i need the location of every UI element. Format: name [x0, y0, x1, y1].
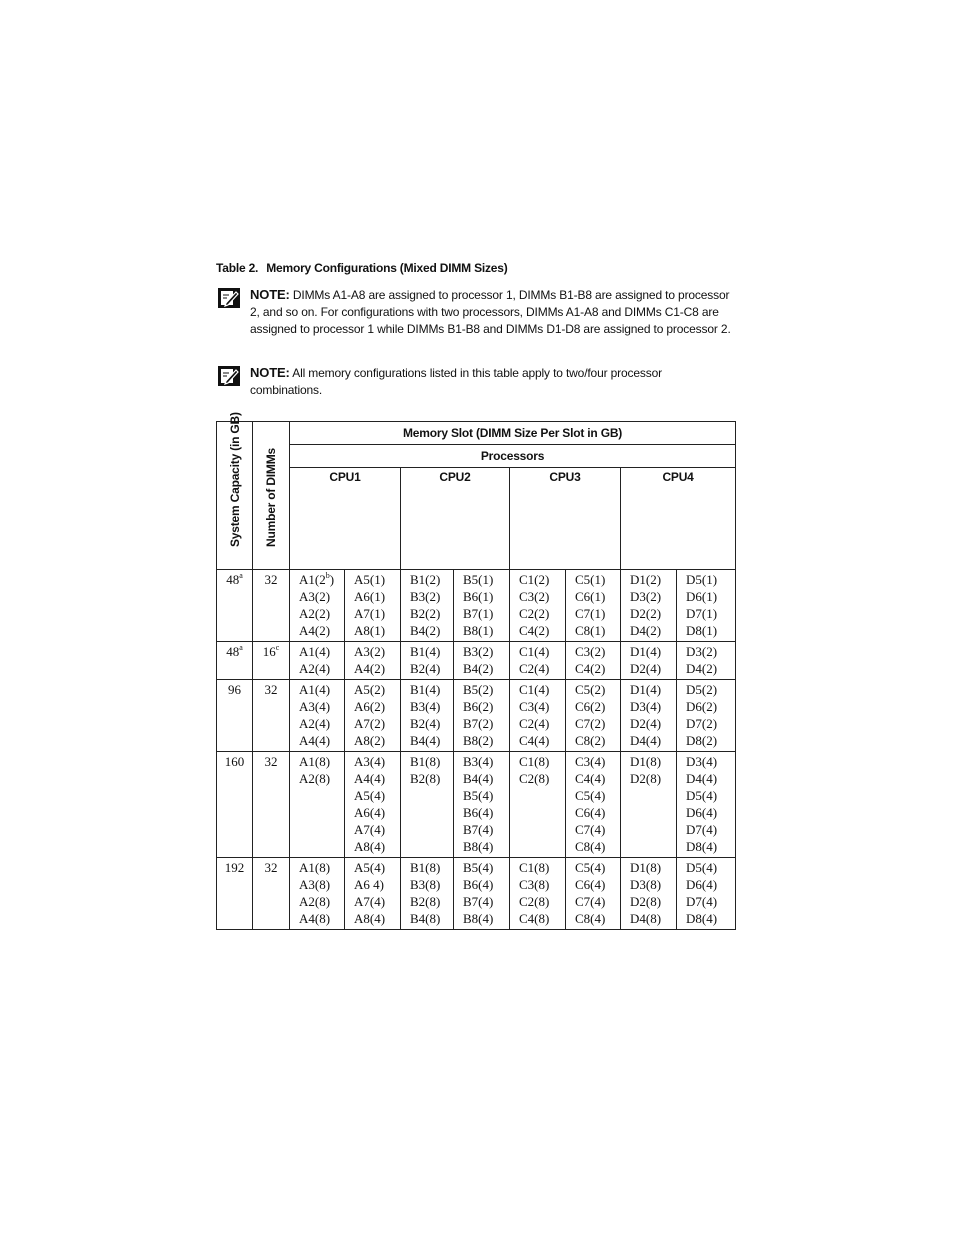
cell-memory-slots — [345, 570, 401, 642]
dimm-slot-entry: C1(8) — [519, 754, 550, 769]
dimm-slot-entry: A5(1) — [354, 572, 386, 587]
dimm-slot-entry: A3(4) — [299, 699, 331, 714]
cell-memory-slots — [290, 680, 345, 752]
dimm-slot-entry: A7(4) — [354, 894, 386, 909]
dimm-slot-entry: C2(8) — [519, 771, 550, 786]
table-row — [217, 570, 736, 642]
dimm-slot-entry: A8(4) — [354, 839, 386, 854]
dimm-slot-entry: D7(1) — [686, 606, 718, 621]
dimm-slot-entry: C2(8) — [519, 894, 550, 909]
dimm-slot-entry: A7(1) — [354, 606, 386, 621]
cell-memory-slots — [566, 570, 621, 642]
note-pencil-icon — [218, 288, 240, 308]
cell-memory-slots — [454, 680, 510, 752]
dimm-slot-entry: C5(2) — [575, 682, 606, 697]
dimm-slot-entry: D2(8) — [630, 894, 662, 909]
dimm-slot-entry: C1(2) — [519, 572, 550, 587]
dimm-slot-entry: B3(2) — [463, 644, 494, 659]
dimm-slot-entry: A3(4) — [354, 754, 386, 769]
dimm-slot-entry: C7(2) — [575, 716, 606, 731]
dimm-slot-entry: C3(4) — [519, 699, 550, 714]
dimm-slot-entry: A2(2) — [299, 606, 331, 621]
dimm-slot-entry: B8(4) — [463, 839, 494, 854]
cell-system-capacity — [217, 570, 253, 642]
dimm-slot-entry: C4(2) — [575, 661, 606, 676]
dimm-slot-entry: A6(4) — [354, 805, 386, 820]
cell-memory-slots — [401, 680, 454, 752]
dimm-slot-entry: B8(1) — [463, 623, 494, 638]
dimm-slot-entry: A1(8) — [299, 754, 331, 769]
memory-config-table — [216, 412, 736, 930]
dimms-value: 16 — [262, 644, 276, 659]
dimm-slot-entry: A4(4) — [354, 771, 386, 786]
cell-memory-slots — [621, 680, 677, 752]
note-body: DIMMs A1-A8 are assigned to processor 1, DIMMs B1-B8 are assigned to processor 2, and so on. For configurations with two processors, DIMMs A1-A8 and DIMMs C1-C8 are assigned to processor 1 while DIMMs B1-B8 and DIMMs D1-D8 are assigned to processor 2. — [250, 288, 731, 336]
dimm-slot-entry: D2(2) — [630, 606, 662, 621]
dimm-slot-entry: B2(8) — [410, 771, 441, 786]
dimm-slot-entry: A3(8) — [299, 877, 331, 892]
dimm-slot-entry: C6(2) — [575, 699, 606, 714]
dimms-value: 32 — [264, 754, 278, 769]
dimm-slot-entry: A6(2) — [354, 699, 386, 714]
dimm-slot-entry: C3(2) — [519, 589, 550, 604]
dimm-slot-entry: B2(4) — [410, 661, 441, 676]
dimm-slot-entry: D7(4) — [686, 822, 718, 837]
dimm-slot-entry: A2(8) — [299, 771, 331, 786]
dimm-slot-entry: C8(4) — [575, 839, 606, 854]
table-caption — [216, 261, 508, 275]
dimm-slot-entry: B5(4) — [463, 860, 494, 875]
header-cpu1: CPU1 — [290, 468, 401, 570]
dimm-slot-entry: A4(8) — [299, 911, 331, 926]
note-label: NOTE: — [250, 365, 290, 380]
dimm-slot-entry: B1(4) — [410, 682, 441, 697]
dimm-slot-entry: B2(2) — [410, 606, 441, 621]
dimm-slot-entry: A4(2) — [354, 661, 386, 676]
dimm-slot-entry: D3(8) — [630, 877, 662, 892]
dimm-slot-entry: B4(4) — [463, 771, 494, 786]
dimm-slot-entry: B6(2) — [463, 699, 494, 714]
dimm-slot-entry: B6(1) — [463, 589, 494, 604]
dimm-slot-entry: D3(4) — [686, 754, 718, 769]
dimm-slot-entry: C4(8) — [519, 911, 550, 926]
capacity-value: 48 — [226, 572, 240, 587]
cell-memory-slots — [454, 570, 510, 642]
dimm-slot-entry: A1(8) — [299, 860, 331, 875]
cell-system-capacity — [217, 858, 253, 930]
cell-memory-slots — [677, 642, 736, 680]
footnote-marker: a — [239, 643, 243, 652]
dimm-slot-entry: B4(4) — [410, 733, 441, 748]
dimm-slot-entry: D6(2) — [686, 699, 718, 714]
cell-memory-slots — [510, 858, 566, 930]
cell-memory-slots — [345, 858, 401, 930]
dimm-slot-entry: D8(4) — [686, 839, 718, 854]
dimm-slot-entry: A5(4) — [354, 788, 386, 803]
dimm-slot-entry: B1(8) — [410, 754, 441, 769]
dimm-slot-entry: C1(4) — [519, 682, 550, 697]
dimm-slot-entry: C7(4) — [575, 894, 606, 909]
header-memory-slot: Memory Slot (DIMM Size Per Slot in GB) — [290, 422, 736, 445]
dimm-slot-entry: C2(4) — [519, 716, 550, 731]
dimm-slot-entry: B1(2) — [410, 572, 441, 587]
capacity-value: 96 — [228, 682, 241, 697]
dimm-slot-entry: B2(4) — [410, 716, 441, 731]
dimm-slot-entry: D4(8) — [630, 911, 662, 926]
cell-memory-slots — [345, 680, 401, 752]
dimm-slot-entry: D6(4) — [686, 805, 718, 820]
dimm-slot-entry: C3(4) — [575, 754, 606, 769]
dimm-slot-entry: A5(4) — [354, 860, 386, 875]
dimm-slot-entry: D5(2) — [686, 682, 718, 697]
dimm-slot-entry: D5(4) — [686, 860, 718, 875]
cell-system-capacity — [217, 680, 253, 752]
dimm-slot-entry: C1(4) — [519, 644, 550, 659]
dimm-slot-entry: D5(4) — [686, 788, 718, 803]
dimm-slot-entry: B4(8) — [410, 911, 441, 926]
dimms-value: 32 — [264, 682, 278, 697]
header-cpu4: CPU4 — [621, 468, 736, 570]
dimm-slot-entry: B4(2) — [463, 661, 494, 676]
cell-memory-slots — [401, 752, 454, 858]
dimm-slot-entry: B1(4) — [410, 644, 441, 659]
dimm-slot-entry: D8(4) — [686, 911, 718, 926]
dimm-slot-entry: C2(4) — [519, 661, 550, 676]
dimm-slot-entry: B5(4) — [463, 788, 494, 803]
dimm-slot-entry: A3(2) — [299, 589, 331, 604]
header-number-of-dimms: Number of DIMMs — [253, 422, 290, 570]
dimm-slot-entry: B7(1) — [463, 606, 494, 621]
dimm-slot-entry: A3(2) — [354, 644, 386, 659]
dimm-slot-entry: C8(2) — [575, 733, 606, 748]
dimm-slot-entry: A1(4) — [299, 644, 331, 659]
dimm-slot-entry: B5(1) — [463, 572, 494, 587]
dimm-slot-entry: B2(8) — [410, 894, 441, 909]
cell-memory-slots — [677, 570, 736, 642]
dimm-slot-entry: A7(2) — [354, 716, 386, 731]
dimm-slot-entry: A5(2) — [354, 682, 386, 697]
dimm-slot-entry: C8(4) — [575, 911, 606, 926]
dimm-slot-entry: B3(4) — [410, 699, 441, 714]
note-pencil-icon — [218, 366, 240, 386]
cell-memory-slots — [345, 642, 401, 680]
dimm-slot-entry: B3(2) — [410, 589, 441, 604]
cell-number-of-dimms — [253, 680, 290, 752]
dimm-slot-entry: C4(2) — [519, 623, 550, 638]
table-row — [217, 752, 736, 858]
cell-memory-slots — [401, 642, 454, 680]
cell-memory-slots — [290, 642, 345, 680]
cell-memory-slots — [454, 642, 510, 680]
header-system-capacity: System Capacity (in GB) — [217, 422, 253, 570]
dimm-slot-entry: B7(2) — [463, 716, 494, 731]
cell-number-of-dimms — [253, 752, 290, 858]
cell-memory-slots — [566, 642, 621, 680]
dimm-slot-entry: A2(4) — [299, 716, 331, 731]
cell-memory-slots — [290, 570, 345, 642]
cell-number-of-dimms — [253, 642, 290, 680]
dimm-slot-entry: D7(4) — [686, 894, 718, 909]
cell-memory-slots — [345, 752, 401, 858]
dimm-slot-entry: D3(4) — [630, 699, 662, 714]
cell-memory-slots — [621, 858, 677, 930]
dimm-slot-entry: D1(4) — [630, 682, 662, 697]
cell-memory-slots — [290, 752, 345, 858]
dimm-slot-entry: D1(8) — [630, 754, 662, 769]
dimm-slot-entry: C5(4) — [575, 788, 606, 803]
dimm-slot-entry: D6(4) — [686, 877, 718, 892]
dimm-slot-entry: C4(4) — [519, 733, 550, 748]
dimm-slot-entry: B5(2) — [463, 682, 494, 697]
header-cpu3: CPU3 — [510, 468, 621, 570]
dimms-value: 32 — [264, 860, 278, 875]
cell-number-of-dimms — [253, 858, 290, 930]
dimm-slot-entry: B6(4) — [463, 805, 494, 820]
dimm-slot-entry: D4(4) — [686, 771, 718, 786]
dimm-slot-entry: D4(4) — [630, 733, 662, 748]
dimm-slot-entry: D2(4) — [630, 716, 662, 731]
dimm-slot-entry: A7(4) — [354, 822, 386, 837]
footnote-marker: c — [275, 643, 280, 652]
dimm-slot-entry: B8(2) — [463, 733, 494, 748]
dimm-slot-entry: C2(2) — [519, 606, 550, 621]
dimm-slot-entry: C7(4) — [575, 822, 606, 837]
cell-number-of-dimms — [253, 570, 290, 642]
dimm-slot-entry: B7(4) — [463, 822, 494, 837]
table-caption-title: Memory Configurations (Mixed DIMM Sizes) — [266, 261, 508, 275]
dimm-slot-entry: B3(4) — [463, 754, 494, 769]
dimm-slot-entry: A8(4) — [354, 911, 386, 926]
table-row — [217, 680, 736, 752]
dimm-slot-entry: B8(4) — [463, 911, 494, 926]
dimm-slot-entry: C3(2) — [575, 644, 606, 659]
cell-system-capacity — [217, 752, 253, 858]
dimm-slot-entry: D2(8) — [630, 771, 662, 786]
dimm-slot-entry: C4(4) — [575, 771, 606, 786]
dimm-slot-entry: A1(4) — [299, 682, 331, 697]
cell-memory-slots — [454, 752, 510, 858]
dimm-slot-entry: A6 4) — [354, 877, 384, 892]
note-text — [250, 364, 736, 399]
cell-memory-slots — [621, 570, 677, 642]
dimm-slot-entry: C8(1) — [575, 623, 606, 638]
cell-memory-slots — [566, 752, 621, 858]
dimm-slot-entry: A8(1) — [354, 623, 386, 638]
header-processors: Processors — [290, 445, 736, 468]
table-caption-label: Table 2. — [216, 261, 259, 275]
cell-memory-slots — [677, 858, 736, 930]
dimm-slot-entry: C1(8) — [519, 860, 550, 875]
dimm-slot-entry: D2(4) — [630, 661, 662, 676]
dimm-slot-entry: C6(1) — [575, 589, 606, 604]
dimms-value: 32 — [264, 572, 278, 587]
dimm-slot-entry: B1(8) — [410, 860, 441, 875]
cell-memory-slots — [290, 858, 345, 930]
dimm-slot-entry: C5(4) — [575, 860, 606, 875]
cell-memory-slots — [401, 570, 454, 642]
capacity-value: 192 — [224, 860, 245, 875]
table-row — [217, 858, 736, 930]
dimm-slot-entry: C6(4) — [575, 877, 606, 892]
dimm-slot-entry: D3(2) — [630, 589, 662, 604]
cell-memory-slots — [454, 858, 510, 930]
cell-memory-slots — [621, 752, 677, 858]
note-text — [250, 286, 736, 338]
dimm-slot-entry: D7(2) — [686, 716, 718, 731]
cell-memory-slots — [566, 858, 621, 930]
dimm-slot-entry: A1(2$^b$) — [299, 571, 335, 587]
dimm-slot-entry: B4(2) — [410, 623, 441, 638]
note-body: All memory configurations listed in this table apply to two/four processor combinations. — [250, 366, 662, 397]
dimm-slot-entry: D1(4) — [630, 644, 662, 659]
cell-system-capacity — [217, 642, 253, 680]
cell-memory-slots — [510, 570, 566, 642]
dimm-slot-entry: D8(1) — [686, 623, 718, 638]
dimm-slot-entry: C3(8) — [519, 877, 550, 892]
cell-memory-slots — [401, 858, 454, 930]
cell-memory-slots — [677, 680, 736, 752]
dimm-slot-entry: C7(1) — [575, 606, 606, 621]
cell-memory-slots — [621, 642, 677, 680]
dimm-slot-entry: D8(2) — [686, 733, 718, 748]
dimm-slot-entry: C5(1) — [575, 572, 606, 587]
dimm-slot-entry: A4(2) — [299, 623, 331, 638]
note-label: NOTE: — [250, 287, 290, 302]
cell-memory-slots — [566, 680, 621, 752]
dimm-slot-entry: D5(1) — [686, 572, 718, 587]
header-cpu2: CPU2 — [401, 468, 510, 570]
dimm-slot-entry: D1(8) — [630, 860, 662, 875]
cell-memory-slots — [677, 752, 736, 858]
dimm-slot-entry: D1(2) — [630, 572, 662, 587]
dimm-slot-entry: B3(8) — [410, 877, 441, 892]
dimm-slot-entry: D4(2) — [686, 661, 718, 676]
dimm-slot-entry: D3(2) — [686, 644, 718, 659]
footnote-marker: a — [239, 571, 243, 580]
dimm-slot-entry: A8(2) — [354, 733, 386, 748]
dimm-slot-entry: C6(4) — [575, 805, 606, 820]
dimm-slot-entry: A2(4) — [299, 661, 331, 676]
dimm-slot-entry: A2(8) — [299, 894, 331, 909]
dimm-slot-entry: A6(1) — [354, 589, 386, 604]
cell-memory-slots — [510, 642, 566, 680]
table-row — [217, 642, 736, 680]
dimm-slot-entry: B6(4) — [463, 877, 494, 892]
dimm-slot-entry: D6(1) — [686, 589, 718, 604]
footnote-marker: b — [325, 571, 330, 580]
capacity-value: 48 — [226, 644, 240, 659]
dimm-slot-entry: D4(2) — [630, 623, 662, 638]
capacity-value: 160 — [224, 754, 245, 769]
cell-memory-slots — [510, 680, 566, 752]
cell-memory-slots — [510, 752, 566, 858]
dimm-slot-entry: B7(4) — [463, 894, 494, 909]
dimm-slot-entry: A4(4) — [299, 733, 331, 748]
